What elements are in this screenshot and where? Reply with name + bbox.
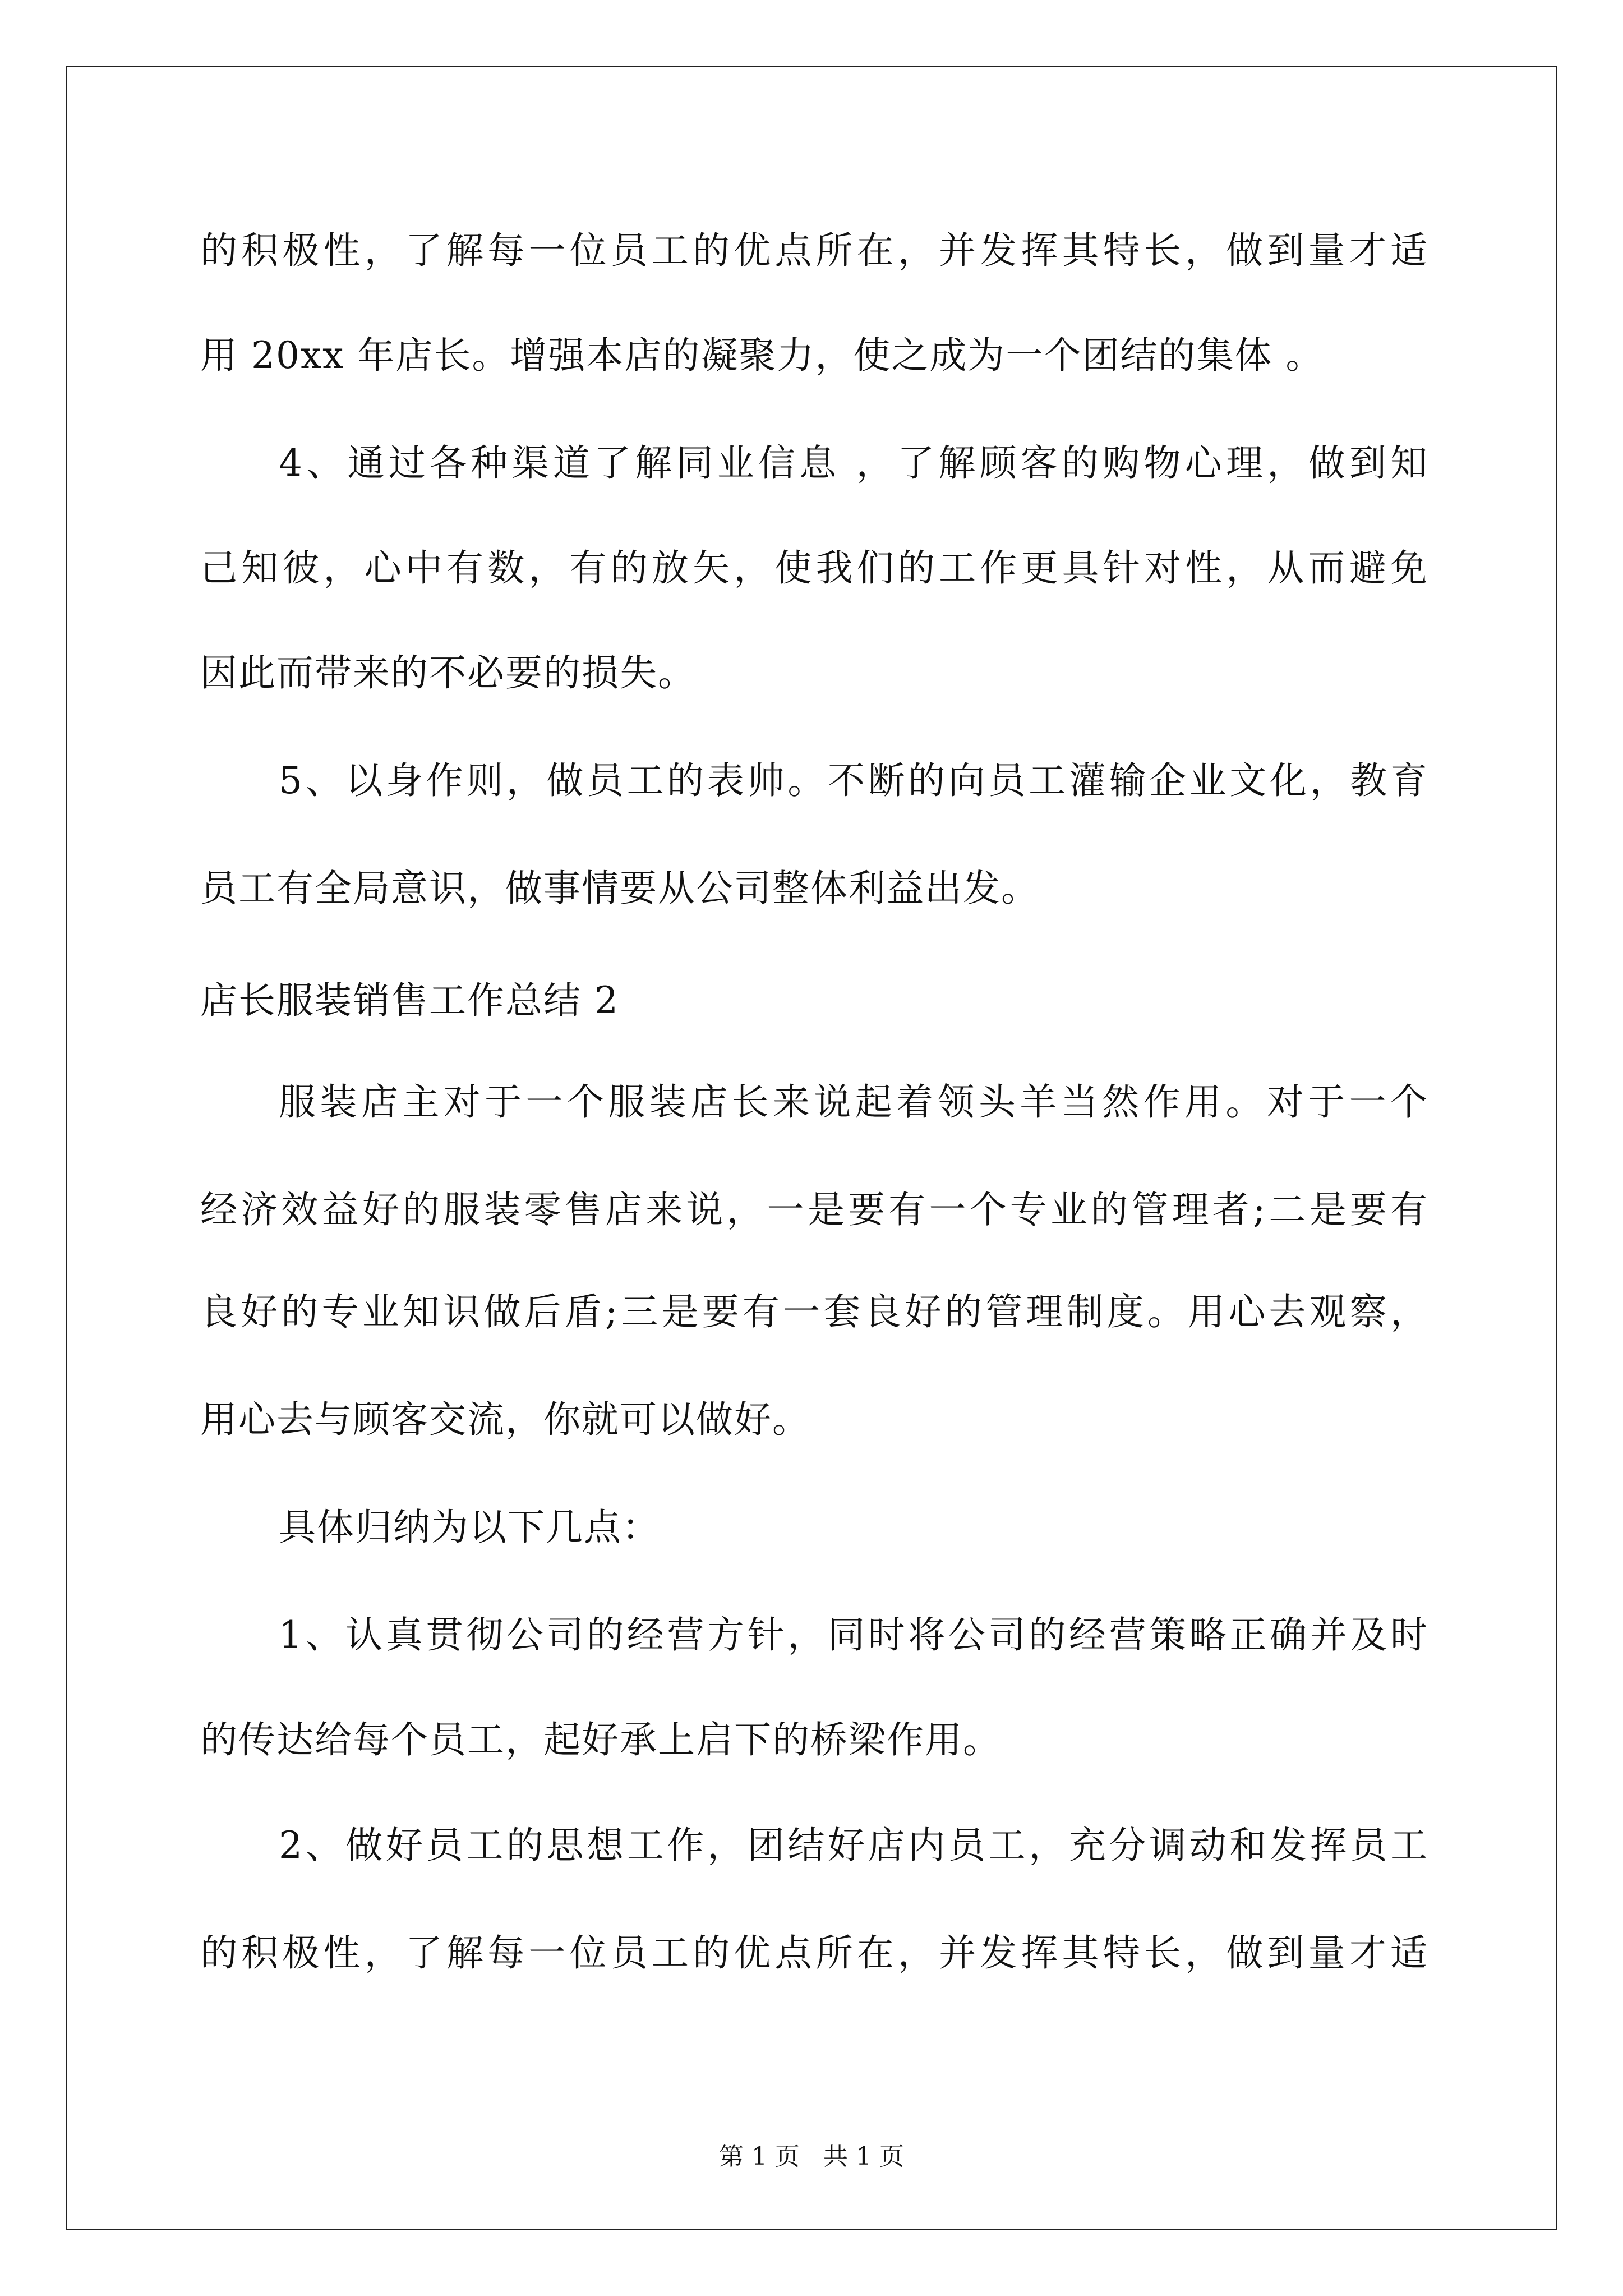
body-text-line: 具体归纳为以下几点：: [279, 1506, 660, 1549]
body-text-line: 2、做好员工的思想工作，团结好店内员工，充分调动和发挥员工: [279, 1824, 1428, 1867]
body-text-line: 经济效益好的服装零售店来说，一是要有一个专业的管理者;二是要有: [200, 1188, 1428, 1231]
body-text-line: 用心去与顾客交流，你就可以做好。: [200, 1398, 810, 1441]
body-text-line: 用 20xx 年店长。增强本店的凝聚力，使之成为一个团结的集体 。: [200, 334, 1324, 377]
body-text-line: 1、认真贯彻公司的经营方针，同时将公司的经营策略正确并及时: [279, 1613, 1428, 1657]
body-text-line: 己知彼，心中有数，有的放矢，使我们的工作更具针对性，从而避免: [200, 546, 1428, 590]
section-heading: 店长服装销售工作总结 2: [200, 979, 619, 1022]
body-text-line: 的积极性，了解每一位员工的优点所在，并发挥其特长，做到量才适: [200, 1931, 1428, 1975]
body-text-line: 的传达给每个员工，起好承上启下的桥梁作用。: [200, 1718, 1001, 1761]
body-text-line: 5、以身作则，做员工的表帅。不断的向员工灌输企业文化，教育: [279, 759, 1428, 802]
body-text-line: 良好的专业知识做后盾;三是要有一套良好的管理制度。用心去观察，: [200, 1290, 1428, 1333]
body-text-line: 4、通过各种渠道了解同业信息 ，了解顾客的购物心理，做到知: [279, 441, 1428, 485]
page-footer: 第 1 页 共 1 页: [719, 2142, 904, 2171]
body-text-line: 的积极性，了解每一位员工的优点所在，并发挥其特长，做到量才适: [200, 229, 1428, 272]
page-border: [66, 66, 1557, 2230]
body-text-line: 因此而带来的不必要的损失。: [200, 651, 696, 694]
body-text-line: 服装店主对于一个服装店长来说起着领头羊当然作用。对于一个: [279, 1080, 1428, 1124]
body-text-line: 员工有全局意识，做事情要从公司整体利益出发。: [200, 867, 1039, 910]
